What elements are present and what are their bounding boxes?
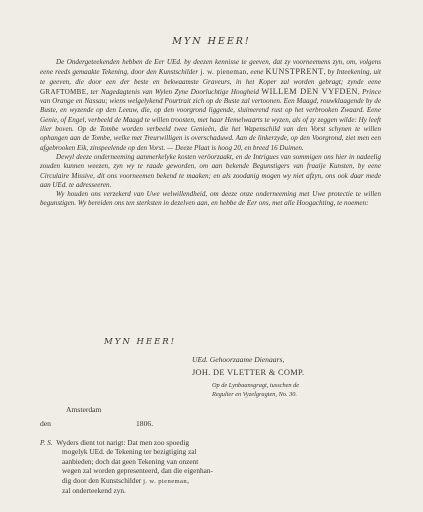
paragraph-announcement <box>40 58 381 153</box>
firm-address <box>212 382 412 399</box>
prince-name: WILLEM DEN VYFDEN <box>261 86 358 96</box>
announcement-text-1: De Ondergeteekenden hebben de Eer UEd. by deezen kennisse te geeven, dat zy voorneemens zyn, om, volgens eene reeds gemaakte Tekening, door den Kunstschilder <box>40 58 381 77</box>
announcement-text-3: , by Inteekening, uit te geeven, die door een der beste en bekwaamste Graveurs, in het Koper zal worden gebragt; zynde eene <box>40 68 381 86</box>
announcement-text-2: , eene <box>246 68 266 77</box>
address-line-2: Regulier en Vyzelgragten, No. 30. <box>212 390 297 398</box>
firm-name: JOH. DE VLETTER & COMP. <box>192 368 305 377</box>
postscript-text-5: dig door den Kunstschilder <box>62 475 144 485</box>
date-line <box>40 419 154 428</box>
postscript <box>40 438 290 495</box>
graftombe-word: GRAFTOMBE <box>40 87 87 96</box>
postscript-line-1 <box>40 438 290 447</box>
announcement-text-5: , Prince van Orange en Nassau; wiens welgelykend Pourtrait zich op de Buste zal vertoonen. Een Maagd, rouwklaagende by de Buste, en wyzende op den Leeuw, die, op den voorgrond liggende, sluimerend rust op het verbrooken Zwaard. Eene Genie, of Engel, verbeeld de Maagd te willen troosten, met haar Hemelwaarts te wyzen, als of zy zeggen wilde: Hy leeft ilier boven. Op de Tombe worden verbeeld twee Genieën, die het Wapenschild van den Vorst schynen te willen ophangen aan de Tombe, welke met Treurwilligen is overschaduwd. Aan de linkerzyde, op den Voorgrond, ziet men een afgebrooken Eik, zinspeelende op den Vorst. — Deeze Plaat is hoog 20, en breed 16 Duimen. <box>40 87 381 152</box>
postscript-line-2: mogelyk UEd. de Tekening ter bezigtiging zal <box>62 447 197 457</box>
postscript-text-1: Wyders dient tot narigt: Dat men zoo spoedig <box>56 438 189 447</box>
address-line-1: Op de Lynbaansgragt, tusschen de <box>212 382 300 389</box>
postscript-line-4: wegen zal worden gepresenteerd, dan die eigenhan- <box>62 466 213 476</box>
postscript-comma: , <box>187 475 189 485</box>
paragraph-reason: Dewyl deeze onderneeming aanmerkelyke kosten veröorzaakt, en de Intrigues van sommigen ons hier in nadeelig zouden kunnen weezen, zyn wy te raade geworden, om aan bekende Begunstigers van fraaije Kunsten, by eene Circulaire Missive, dit ons voorneemen bekend te maaken; en als zoodanig mogen wy niet afzyn, ons ook daar mede aan UEd. te adresseeren. <box>40 152 381 189</box>
date-year: 1806. <box>136 419 154 428</box>
postscript-line-3: aanbieden; doch dat geen Tekening van onzent <box>62 456 199 466</box>
postscript-label: P. S. <box>40 438 53 447</box>
servants-line: UEd. Gehoorzaame Dienaars, <box>192 355 285 364</box>
kunstprent-word: KUNSTPRENT <box>265 67 324 77</box>
place-name: Amsterdam <box>66 405 102 414</box>
postscript-line-6: zal onderteekend zyn. <box>62 486 126 496</box>
postscript-painter-name: j. w. pieneman <box>143 477 188 485</box>
painter-name: j. w. pieneman <box>200 68 247 77</box>
paragraph-request: Wy houden ons verzekerd van Uwe welwillendheid, om deeze onze onderneeming met Uwe protectie te willen begunstigen. Wy bereiden ons ten sterksten in dezelven aan, en hebbe de Eer ons, met alle Hoogachting, te noemen: <box>40 190 381 208</box>
closing-salutation: MYN HEER! <box>104 337 177 347</box>
date-den: den <box>40 419 51 428</box>
announcement-text-4: , ter Nagedagtenis van Wylen Zyne Doorluchtige Hoogheid <box>86 87 262 96</box>
letter-body <box>40 58 381 209</box>
salutation: MYN HEER! <box>172 36 251 47</box>
postscript-line-5 <box>40 476 290 486</box>
